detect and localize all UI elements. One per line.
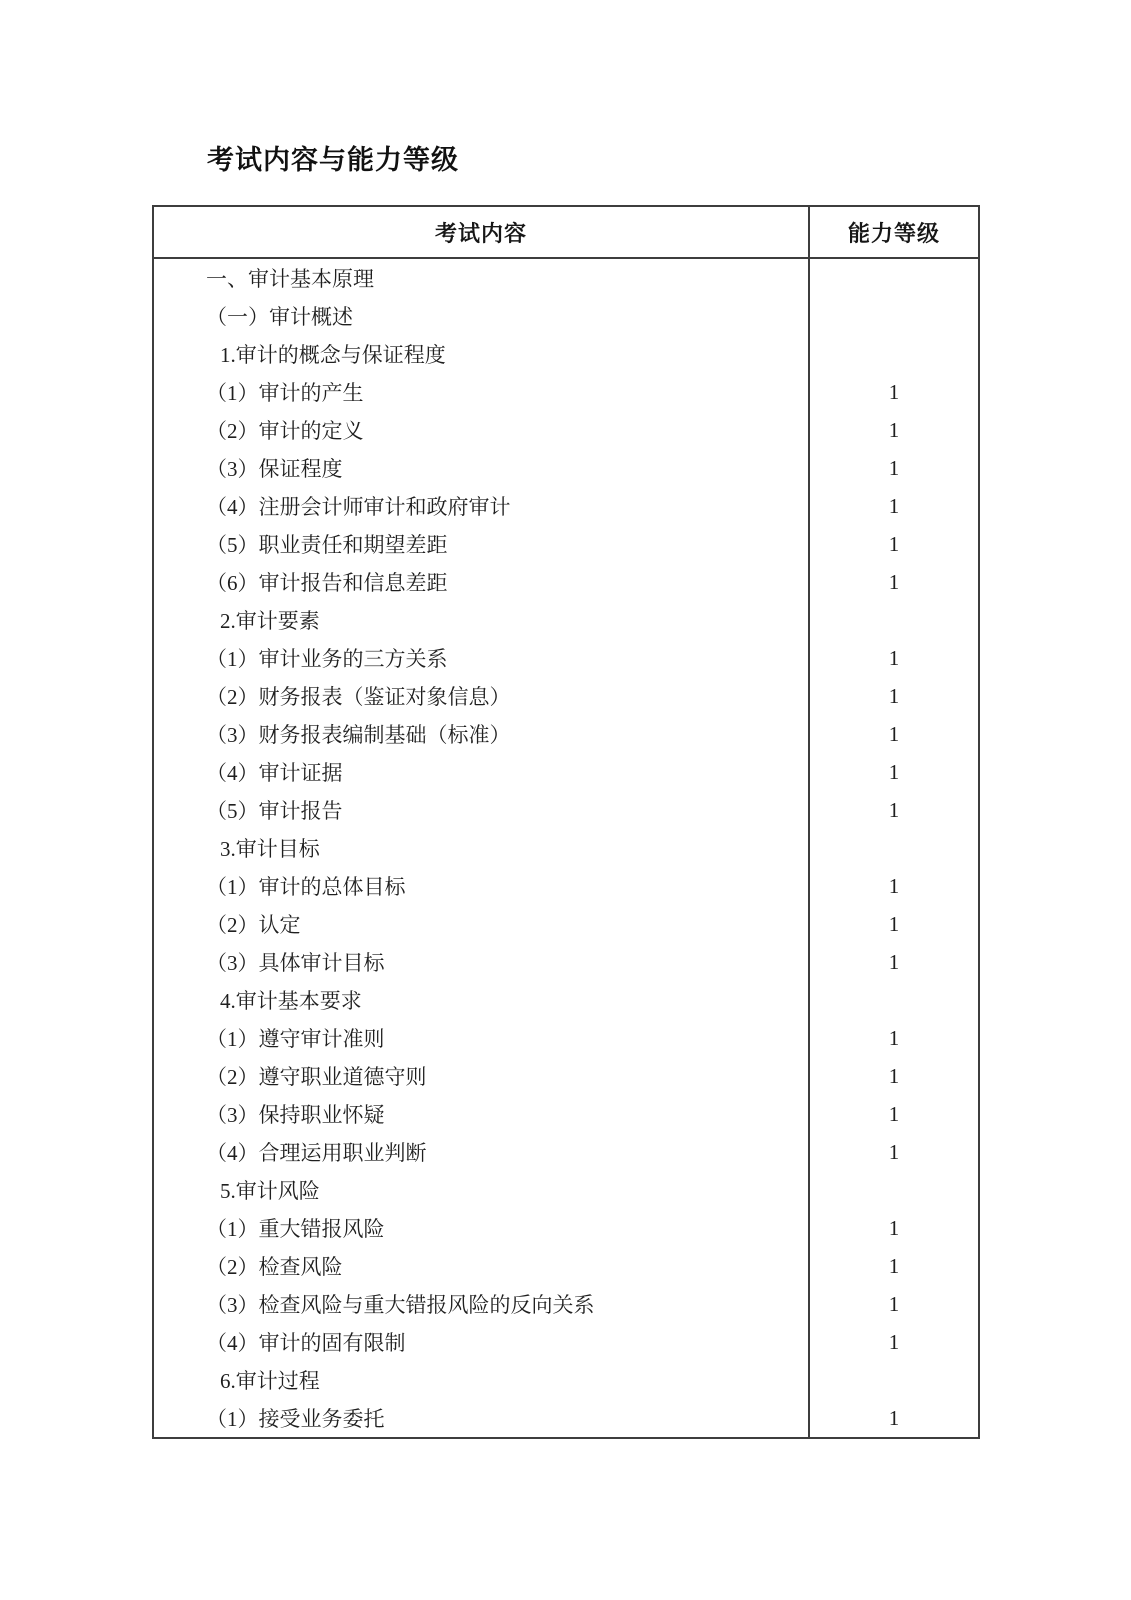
level-cell: 1 <box>888 1063 900 1088</box>
level-cell: 1 <box>888 1291 900 1316</box>
table-row <box>154 259 978 297</box>
table-row <box>154 525 978 563</box>
table-row <box>154 1095 978 1133</box>
level-cell <box>810 981 978 1019</box>
table-row <box>154 1171 978 1209</box>
content-cell: （一）审计概述 <box>154 297 810 335</box>
content-cell: （1）接受业务委托 <box>154 1399 810 1437</box>
level-cell: 1 <box>888 1329 900 1354</box>
table-row <box>154 487 978 525</box>
level-cell: 1 <box>888 417 900 442</box>
level-cell: 1 <box>888 911 900 936</box>
table-row <box>154 753 978 791</box>
level-cell: 1 <box>888 645 900 670</box>
content-cell: 3.审计目标 <box>154 829 810 867</box>
content-cell: （1）审计的产生 <box>154 373 810 411</box>
table-row <box>154 943 978 981</box>
level-cell <box>810 1171 978 1209</box>
table-row <box>154 449 978 487</box>
table-header-row <box>154 207 978 259</box>
table-row <box>154 297 978 335</box>
content-cell: （1）审计的总体目标 <box>154 867 810 905</box>
table-row <box>154 1133 978 1171</box>
table-row <box>154 905 978 943</box>
table-row <box>154 335 978 373</box>
table-row <box>154 791 978 829</box>
table-row <box>154 1247 978 1285</box>
table-row <box>154 563 978 601</box>
level-cell: 1 <box>888 1405 900 1430</box>
content-cell: （2）检查风险 <box>154 1247 810 1285</box>
level-cell: 1 <box>888 1253 900 1278</box>
content-cell: （2）遵守职业道德守则 <box>154 1057 810 1095</box>
level-cell: 1 <box>888 759 900 784</box>
content-cell: （5）职业责任和期望差距 <box>154 525 810 563</box>
level-cell <box>810 259 978 297</box>
content-cell: （1）重大错报风险 <box>154 1209 810 1247</box>
content-cell: （3）具体审计目标 <box>154 943 810 981</box>
content-cell: （4）审计的固有限制 <box>154 1323 810 1361</box>
content-cell: 6.审计过程 <box>154 1361 810 1399</box>
page-title: 考试内容与能力等级 <box>207 145 459 175</box>
content-cell: （3）保持职业怀疑 <box>154 1095 810 1133</box>
level-cell: 1 <box>888 873 900 898</box>
table-body <box>154 259 978 1437</box>
content-cell: （3）保证程度 <box>154 449 810 487</box>
table-row <box>154 867 978 905</box>
level-cell: 1 <box>888 721 900 746</box>
content-cell: 2.审计要素 <box>154 601 810 639</box>
content-cell: （1）遵守审计准则 <box>154 1019 810 1057</box>
level-cell <box>810 601 978 639</box>
level-cell: 1 <box>888 949 900 974</box>
content-cell: 1.审计的概念与保证程度 <box>154 335 810 373</box>
table-row <box>154 411 978 449</box>
table-row <box>154 1323 978 1361</box>
level-cell <box>810 1361 978 1399</box>
level-cell <box>810 297 978 335</box>
level-cell: 1 <box>888 1101 900 1126</box>
level-cell: 1 <box>888 1025 900 1050</box>
table-row <box>154 601 978 639</box>
table-row <box>154 1399 978 1437</box>
content-cell: （6）审计报告和信息差距 <box>154 563 810 601</box>
table-row <box>154 1285 978 1323</box>
table-row <box>154 639 978 677</box>
level-cell: 1 <box>888 569 900 594</box>
table-row <box>154 1019 978 1057</box>
content-cell: 5.审计风险 <box>154 1171 810 1209</box>
content-cell: （2）财务报表（鉴证对象信息） <box>154 677 810 715</box>
table-row <box>154 1209 978 1247</box>
level-cell: 1 <box>888 1215 900 1240</box>
level-cell: 1 <box>888 493 900 518</box>
content-cell: 一、审计基本原理 <box>154 259 810 297</box>
content-cell: （2）审计的定义 <box>154 411 810 449</box>
table-row <box>154 829 978 867</box>
header-ability-level: 能力等级 <box>847 220 940 246</box>
content-cell: （2）认定 <box>154 905 810 943</box>
content-cell: （1）审计业务的三方关系 <box>154 639 810 677</box>
level-cell: 1 <box>888 379 900 404</box>
content-cell: （4）审计证据 <box>154 753 810 791</box>
exam-content-table <box>152 205 980 1439</box>
content-cell: （3）检查风险与重大错报风险的反向关系 <box>154 1285 810 1323</box>
content-cell: （5）审计报告 <box>154 791 810 829</box>
table-row <box>154 373 978 411</box>
level-cell: 1 <box>888 1139 900 1164</box>
content-cell: 4.审计基本要求 <box>154 981 810 1019</box>
level-cell: 1 <box>888 531 900 556</box>
level-cell: 1 <box>888 683 900 708</box>
table-row <box>154 677 978 715</box>
content-cell: （3）财务报表编制基础（标准） <box>154 715 810 753</box>
content-cell: （4）注册会计师审计和政府审计 <box>154 487 810 525</box>
level-cell <box>810 829 978 867</box>
level-cell: 1 <box>888 797 900 822</box>
content-cell: （4）合理运用职业判断 <box>154 1133 810 1171</box>
table-row <box>154 715 978 753</box>
table-row <box>154 981 978 1019</box>
level-cell: 1 <box>888 455 900 480</box>
header-exam-content: 考试内容 <box>154 207 810 257</box>
table-row <box>154 1057 978 1095</box>
table-row <box>154 1361 978 1399</box>
level-cell <box>810 335 978 373</box>
